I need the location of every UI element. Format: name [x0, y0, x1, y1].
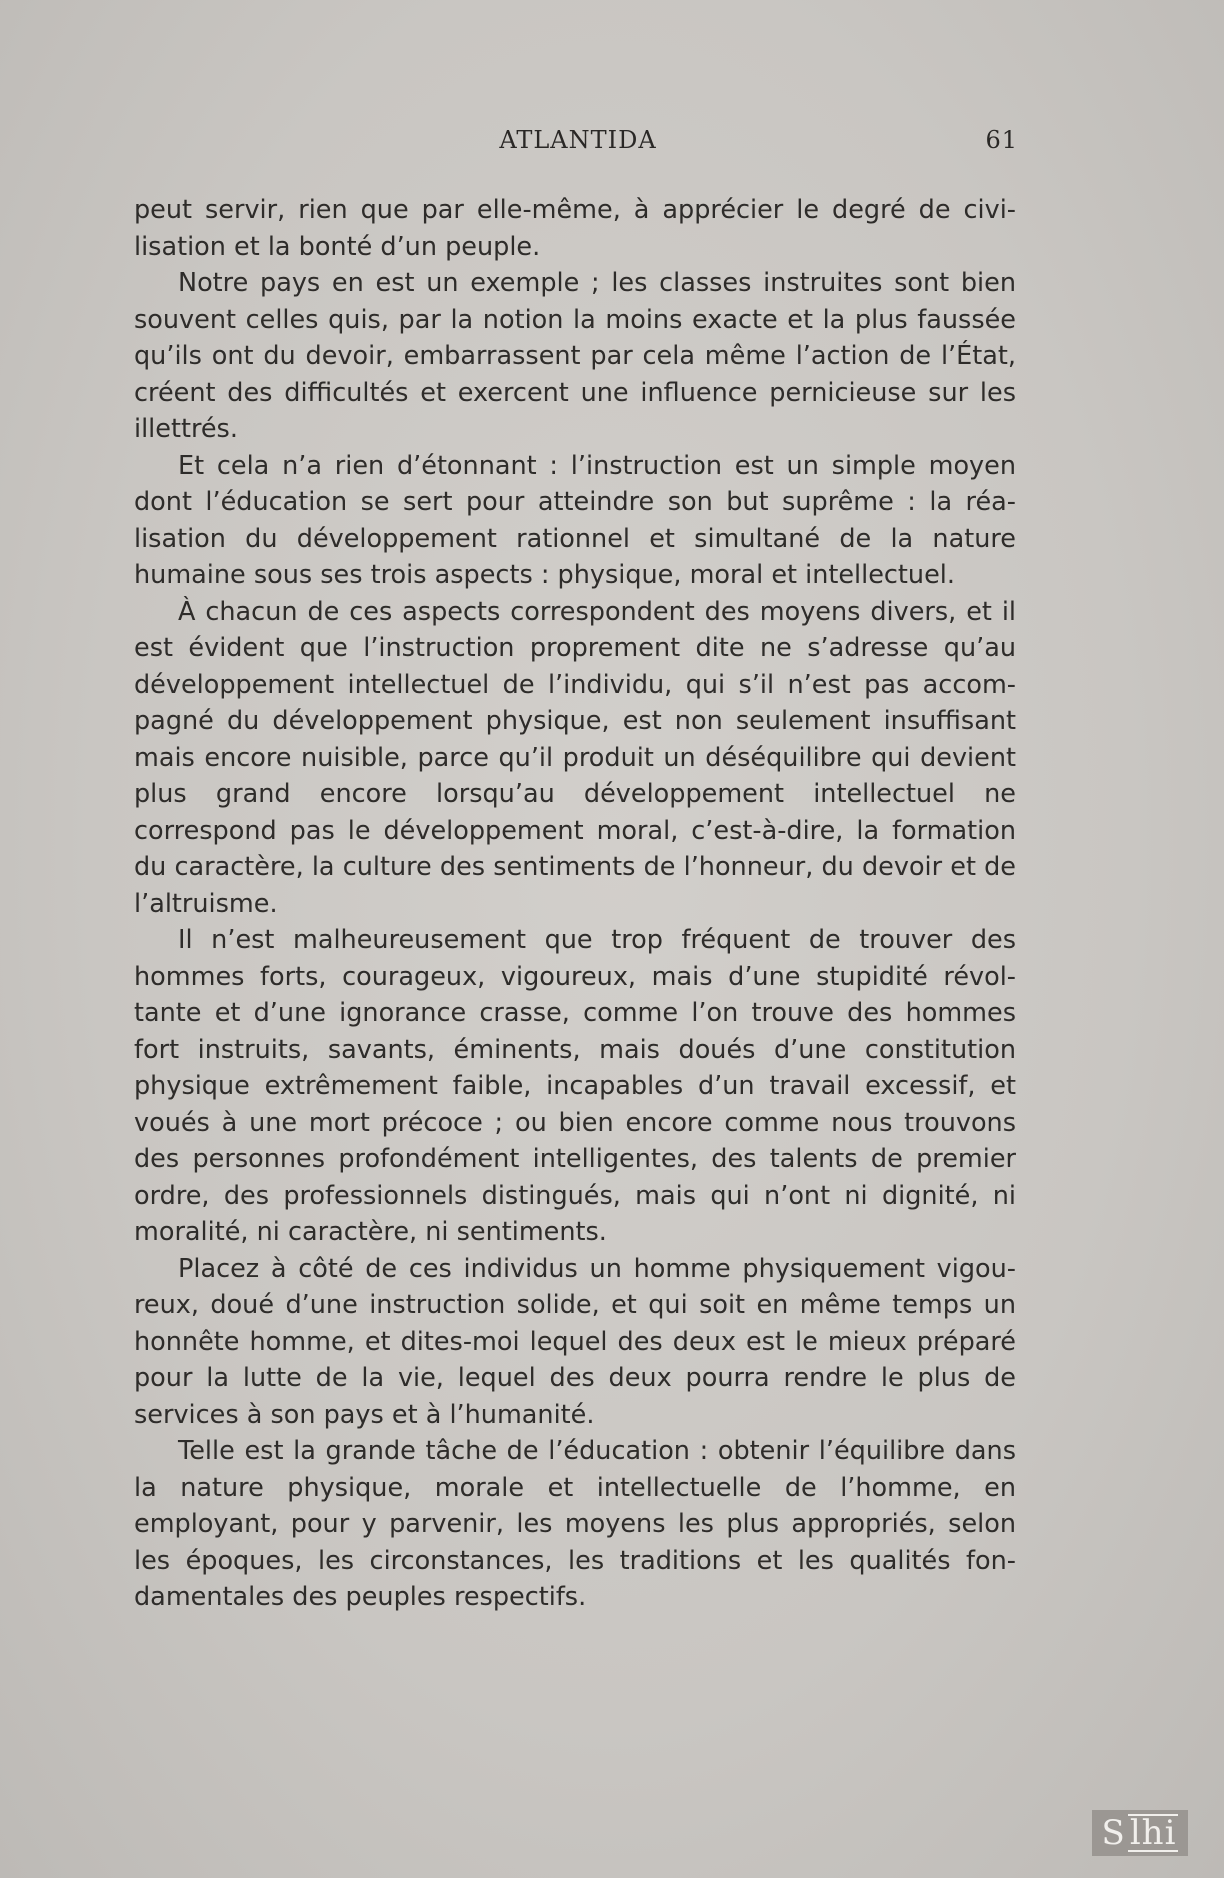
paragraph: Il n’est malheureusement que trop fréquent de trouver des hommes forts, courageux, vigoureux, mais d’une stupidité révoltante et d’une ignorance crasse, comme l’on trouve des hommes fort instruits, savants, éminents, mais doués d’une constitution physique extrêmement faible, incapables d’un travail excessif, et voués à une mort précoce ; ou bien encore comme nous trouvons des personnes profondément intelligentes, des talents de premier ordre, des professionnels distingués, mais qui n’ont ni dignité, ni moralité, ni caractère, ni sentiments. — [134, 925, 1016, 1247]
body-text — [134, 192, 1016, 1616]
paragraph: À chacun de ces aspects correspondent des moyens divers, et il est évident que l’instruction proprement dite ne s’adresse qu’au développement intellectuel de l’individu, qui s’il n’est pas accompagné du développement physique, est non seulement insuffisant mais encore nuisible, parce qu’il produit un déséquilibre qui devient plus grand encore lorsqu’au développement intellectuel ne correspond pas le développement moral, c’est-à-dire, la formation du caractère, la culture des sentiments de l’honneur, du devoir et de l’altruisme. — [134, 596, 1016, 919]
watermark-letter: S — [1101, 1813, 1126, 1853]
page-number: 61 — [985, 126, 1018, 154]
watermark-letters: lhi — [1129, 1813, 1177, 1853]
paragraph: peut servir, rien que par elle-même, à apprécier le degré de civilisation et la bonté d’un peuple. — [134, 195, 1016, 262]
paragraph: Et cela n’a rien d’étonnant : l’instruction est un simple moyen dont l’éducation se sert pour atteindre son but suprême : la réalisation du développement rationnel et simultané de la nature humaine sous ses trois aspects : physique, moral et intellectuel. — [134, 450, 1016, 590]
paragraph: Notre pays en est un exemple ; les classes instruites sont bien souvent celles quis, par la notion la moins exacte et la plus faussée qu’ils ont du devoir, embarrassent par cela même l’action de l’État, créent des difficultés et exercent une influence pernicieuse sur les illettrés. — [134, 268, 1016, 444]
library-watermark-logo — [1092, 1810, 1188, 1856]
paragraph: Telle est la grande tâche de l’éducation : obtenir l’équilibre dans la nature physique, morale et intellectuelle de l’homme, en employant, pour y parvenir, les moyens les plus appropriés, selon les époques, les circonstances, les traditions et les qualités fondamentales des peuples respectifs. — [134, 1436, 1016, 1612]
running-head — [138, 126, 1018, 156]
paragraph: Placez à côté de ces individus un homme physiquement vigoureux, doué d’une instruction solide, et qui soit en même temps un honnête homme, et dites-moi lequel des deux est le mieux préparé pour la lutte de la vie, lequel des deux pourra rendre le plus de services à son pays et à l’humanité. — [134, 1253, 1016, 1430]
running-title: ATLANTIDA — [499, 126, 657, 154]
